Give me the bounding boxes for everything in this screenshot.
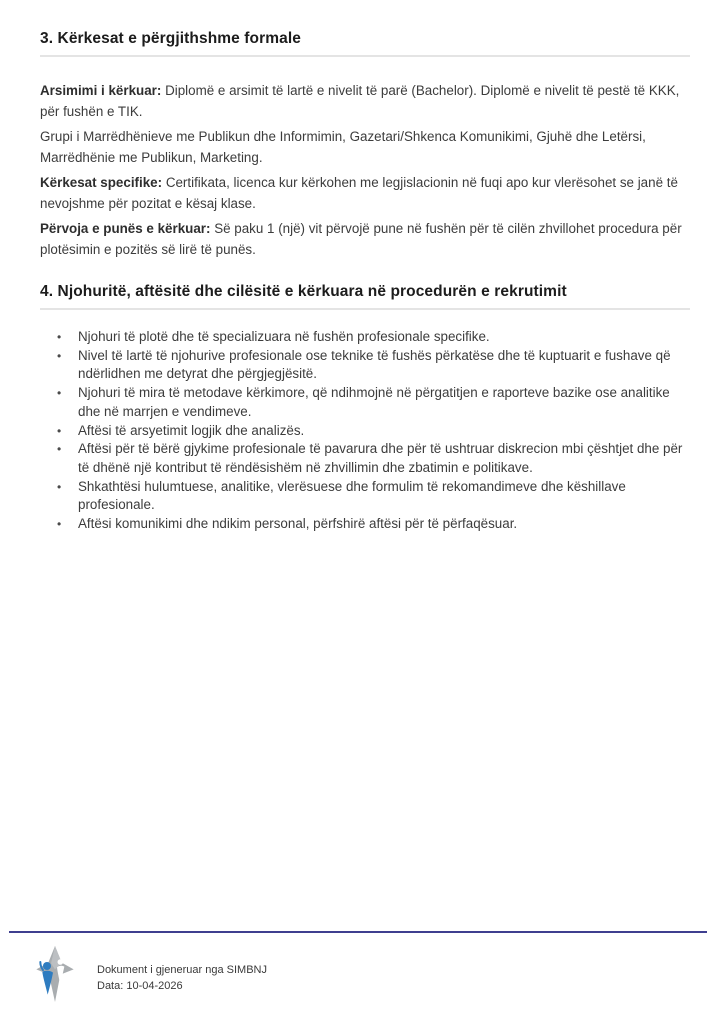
paragraph-text: Diplomë e arsimit të lartë e nivelit të parë (Bachelor). Diplomë e nivelit të pestë të KKK, për fushën e TIK. <box>40 83 680 119</box>
paragraph-field-group <box>40 127 690 168</box>
list-item: • Aftësi komunikimi dhe ndikim personal, përfshirë aftësi për të përfaqësuar. <box>78 515 690 534</box>
footer-generated-text: Dokument i gjeneruar nga SIMBNJ <box>97 964 267 976</box>
paragraph-label: Kërkesat specifike: <box>40 175 163 190</box>
list-item: • Aftësi për të bërë gjykime profesionale të pavarura dhe për të ushtruar diskrecion mbi çështjet dhe për të dhënë një kontribut të rëndësishëm në zhvillimin dhe zbatimin e politikave. <box>78 440 690 477</box>
requirements-list <box>40 328 690 534</box>
paragraph-text: Grupi i Marrëdhënieve me Publikun dhe Informimin, Gazetari/Shkenca Komunikimi, Gjuhë dhe Letërsi, Marrëdhënie me Publikun, Marketing. <box>40 129 646 165</box>
list-item: • Aftësi të arsyetimit logjik dhe analizës. <box>78 422 690 441</box>
list-item: • Shkathtësi hulumtuese, analitike, vlerësuese dhe formulim të rekomandimeve dhe këshillave profesionale. <box>78 478 690 515</box>
paragraph-label: Arsimimi i kërkuar: <box>40 83 162 98</box>
paragraph-label: Përvoja e punës e kërkuar: <box>40 221 211 236</box>
section-3-heading: 3. Kërkesat e përgjithshme formale <box>40 30 690 57</box>
paragraph-education <box>40 81 690 122</box>
list-item: • Njohuri të mira të metodave kërkimore, që ndihmojnë në përgatitjen e raporteve bazike ose analitike dhe në marrjen e vendimeve. <box>78 384 690 421</box>
footer-date-text: Data: 10-04-2026 <box>97 980 183 992</box>
paragraph-text: Certifikata, licenca kur kërkohen me legjislacionin në fuqi apo kur vlerësohet se janë të nevojshme për pozitat e kësaj klase. <box>40 175 678 211</box>
paragraph-specific-requirements <box>40 173 690 214</box>
paragraph-text: Së paku 1 (një) vit përvojë pune në fushën për të cilën zhvillohet procedura për plotësimin e pozitës së lirë të punës. <box>40 221 682 257</box>
page-footer <box>35 946 267 1002</box>
simbnj-logo-icon <box>35 946 75 1002</box>
list-item: • Njohuri të plotë dhe të specializuara në fushën profesionale specifike. <box>78 328 690 347</box>
list-item: • Nivel të lartë të njohurive profesionale ose teknike të fushës përkatëse dhe të kuptuarit e fushave që ndërlidhen me detyrat dhe përgjegjësitë. <box>78 347 690 384</box>
footer-text-block <box>97 962 267 994</box>
section-4-heading: 4. Njohuritë, aftësitë dhe cilësitë e kërkuara në procedurën e rekrutimit <box>40 283 690 310</box>
paragraph-work-experience <box>40 219 690 260</box>
footer-divider <box>9 931 707 933</box>
document-body <box>40 30 690 534</box>
